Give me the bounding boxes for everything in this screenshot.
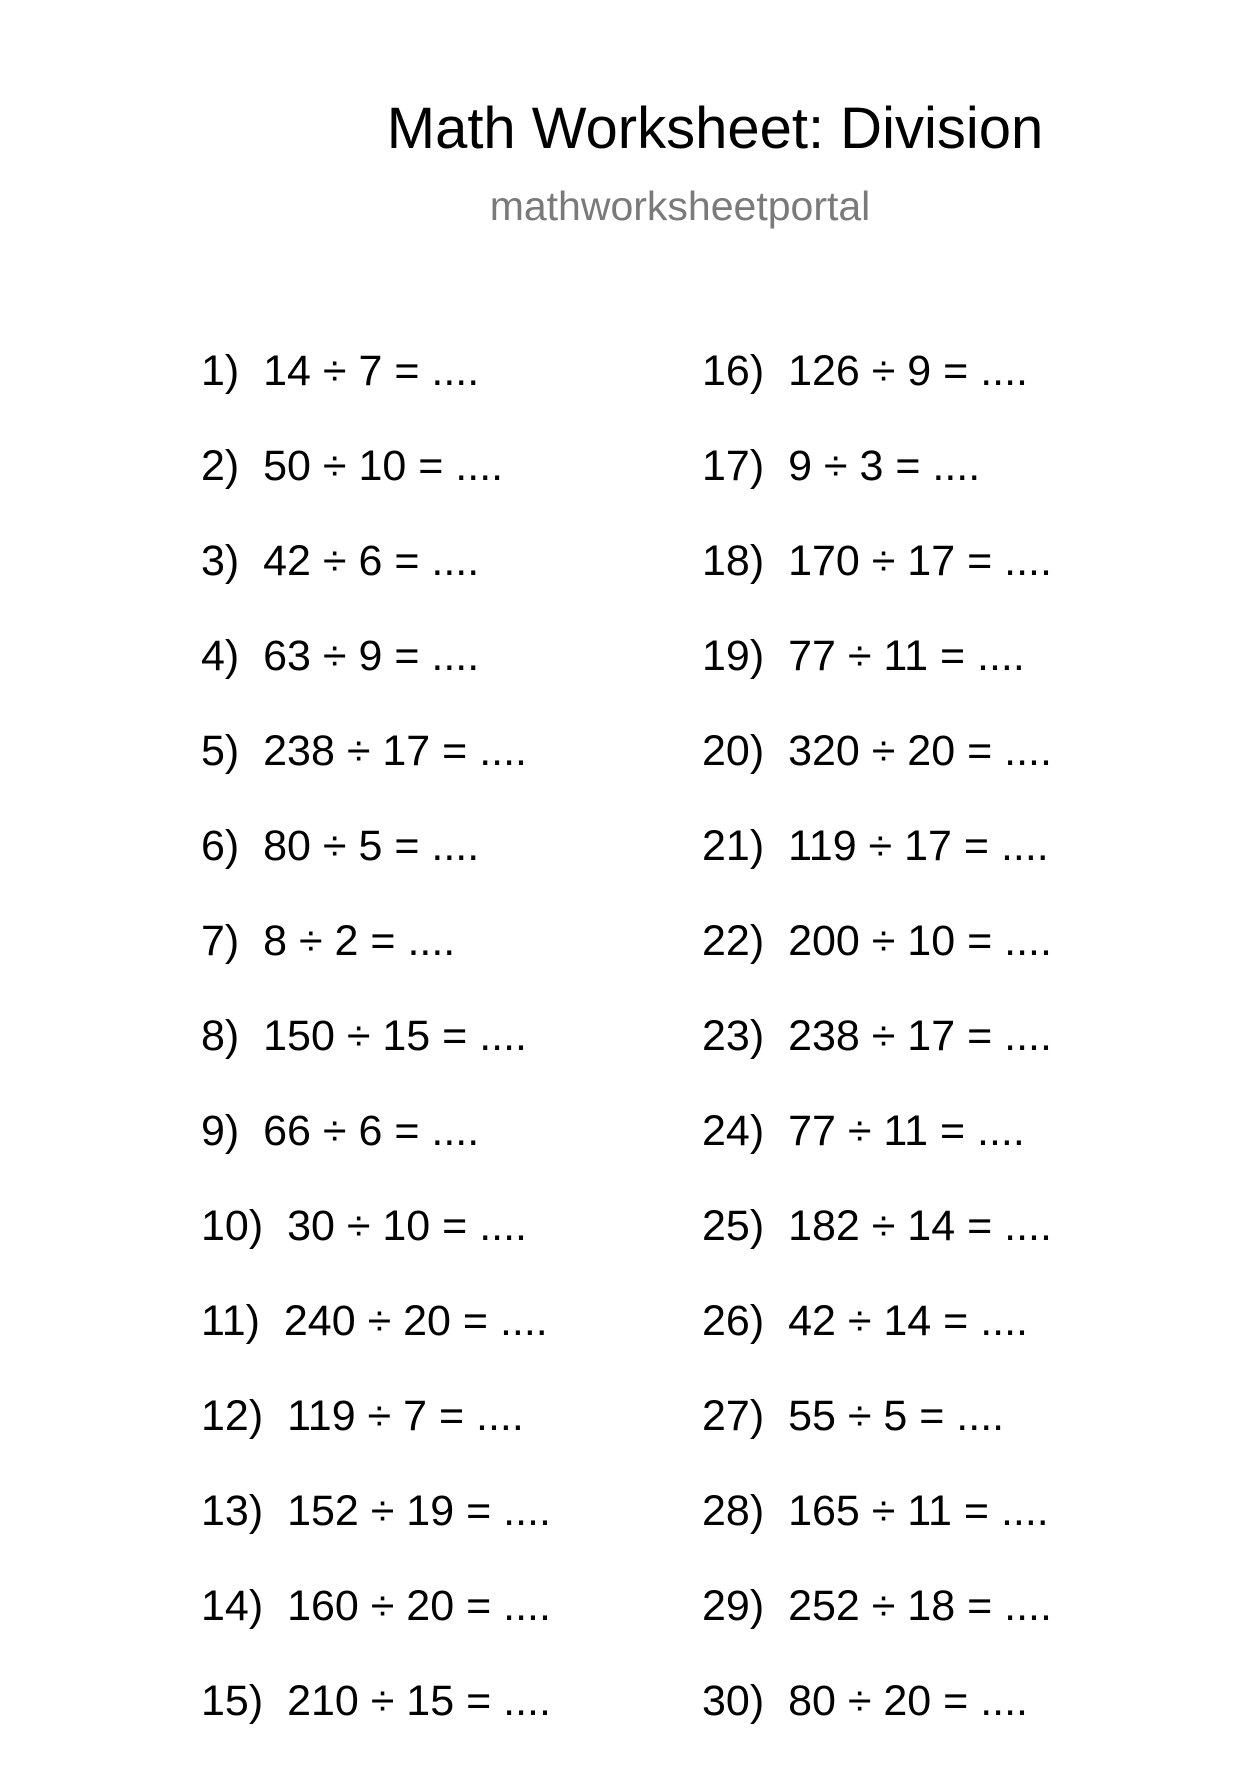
problem-number: 15) xyxy=(201,1677,264,1725)
worksheet-title: Math Worksheet: Division xyxy=(386,96,1044,161)
problem-expression: 252 ÷ 18 = .... xyxy=(788,1582,1052,1630)
problem-number: 25) xyxy=(702,1202,765,1250)
problem-number: 1) xyxy=(201,347,240,395)
problem-number: 17) xyxy=(702,442,765,490)
problem-item xyxy=(702,345,1052,440)
problem-number: 4) xyxy=(201,632,240,680)
problem-number: 24) xyxy=(702,1107,765,1155)
problem-item xyxy=(702,1485,1052,1580)
problem-item xyxy=(702,725,1052,820)
problem-expression: 182 ÷ 14 = .... xyxy=(788,1202,1052,1250)
problem-expression: 320 ÷ 20 = .... xyxy=(788,727,1052,775)
problem-item xyxy=(201,1295,551,1390)
worksheet-source: mathworksheetportal xyxy=(489,183,871,229)
problem-number: 29) xyxy=(702,1582,765,1630)
problem-item xyxy=(702,1295,1052,1390)
problem-item xyxy=(201,1580,551,1675)
problem-expression: 66 ÷ 6 = .... xyxy=(263,1107,480,1155)
problem-item xyxy=(201,820,551,915)
problem-number: 2) xyxy=(201,442,240,490)
problem-number: 12) xyxy=(201,1392,264,1440)
problem-expression: 238 ÷ 17 = .... xyxy=(263,727,527,775)
problem-number: 22) xyxy=(702,917,765,965)
problem-expression: 8 ÷ 2 = .... xyxy=(263,917,456,965)
problem-item xyxy=(201,725,551,820)
problem-number: 11) xyxy=(201,1297,260,1345)
problem-number: 9) xyxy=(201,1107,240,1155)
problem-item xyxy=(201,440,551,535)
problem-expression: 63 ÷ 9 = .... xyxy=(263,632,480,680)
problem-expression: 170 ÷ 17 = .... xyxy=(788,537,1052,585)
problem-item xyxy=(702,1675,1052,1770)
problem-number: 10) xyxy=(201,1202,264,1250)
problem-number: 26) xyxy=(702,1297,765,1345)
problem-number: 6) xyxy=(201,822,240,870)
problem-expression: 150 ÷ 15 = .... xyxy=(263,1012,527,1060)
problem-item xyxy=(702,440,1052,535)
problem-expression: 50 ÷ 10 = .... xyxy=(263,442,504,490)
problem-expression: 119 ÷ 7 = .... xyxy=(287,1392,524,1440)
problem-item xyxy=(201,345,551,440)
problem-expression: 9 ÷ 3 = .... xyxy=(788,442,981,490)
problem-item xyxy=(702,820,1052,915)
problem-number: 18) xyxy=(702,537,765,585)
problem-item xyxy=(201,1485,551,1580)
problem-expression: 126 ÷ 9 = .... xyxy=(788,347,1029,395)
problems-column-right xyxy=(702,345,1052,1770)
problem-number: 20) xyxy=(702,727,765,775)
problem-item xyxy=(201,915,551,1010)
problem-expression: 160 ÷ 20 = .... xyxy=(287,1582,551,1630)
problem-item xyxy=(201,630,551,725)
problem-expression: 80 ÷ 5 = .... xyxy=(263,822,480,870)
problem-item xyxy=(201,1200,551,1295)
problem-number: 7) xyxy=(201,917,240,965)
problem-item xyxy=(702,1390,1052,1485)
problem-number: 21) xyxy=(702,822,765,870)
problem-expression: 77 ÷ 11 = .... xyxy=(788,632,1025,680)
problem-item xyxy=(201,1105,551,1200)
problem-expression: 200 ÷ 10 = .... xyxy=(788,917,1052,965)
problem-expression: 210 ÷ 15 = .... xyxy=(287,1677,551,1725)
problems-column-left xyxy=(201,345,551,1770)
problem-expression: 14 ÷ 7 = .... xyxy=(263,347,480,395)
problem-number: 3) xyxy=(201,537,240,585)
problem-number: 8) xyxy=(201,1012,240,1060)
problem-item xyxy=(702,630,1052,725)
problem-number: 27) xyxy=(702,1392,765,1440)
problem-expression: 240 ÷ 20 = .... xyxy=(283,1297,548,1345)
problem-item xyxy=(702,535,1052,630)
problem-expression: 55 ÷ 5 = .... xyxy=(788,1392,1005,1440)
problem-expression: 165 ÷ 11 = .... xyxy=(788,1487,1049,1535)
problem-item xyxy=(702,1010,1052,1105)
problem-number: 30) xyxy=(702,1677,765,1725)
problem-number: 5) xyxy=(201,727,240,775)
problem-expression: 80 ÷ 20 = .... xyxy=(788,1677,1029,1725)
problem-number: 13) xyxy=(201,1487,264,1535)
problem-number: 23) xyxy=(702,1012,765,1060)
problem-number: 19) xyxy=(702,632,765,680)
problem-item xyxy=(702,1105,1052,1200)
problem-item xyxy=(201,1675,551,1770)
problem-expression: 152 ÷ 19 = .... xyxy=(287,1487,551,1535)
problem-expression: 42 ÷ 6 = .... xyxy=(263,537,480,585)
problem-expression: 30 ÷ 10 = .... xyxy=(287,1202,528,1250)
problem-item xyxy=(702,1580,1052,1675)
problem-number: 14) xyxy=(201,1582,264,1630)
problem-expression: 77 ÷ 11 = .... xyxy=(788,1107,1025,1155)
problem-number: 28) xyxy=(702,1487,765,1535)
problem-item xyxy=(702,1200,1052,1295)
problem-item xyxy=(201,1010,551,1105)
problem-expression: 42 ÷ 14 = .... xyxy=(788,1297,1029,1345)
problem-item xyxy=(201,1390,551,1485)
problem-item xyxy=(201,535,551,630)
problem-expression: 119 ÷ 17 = .... xyxy=(788,822,1049,870)
problem-number: 16) xyxy=(702,347,765,395)
problem-item xyxy=(702,915,1052,1010)
problem-expression: 238 ÷ 17 = .... xyxy=(788,1012,1052,1060)
